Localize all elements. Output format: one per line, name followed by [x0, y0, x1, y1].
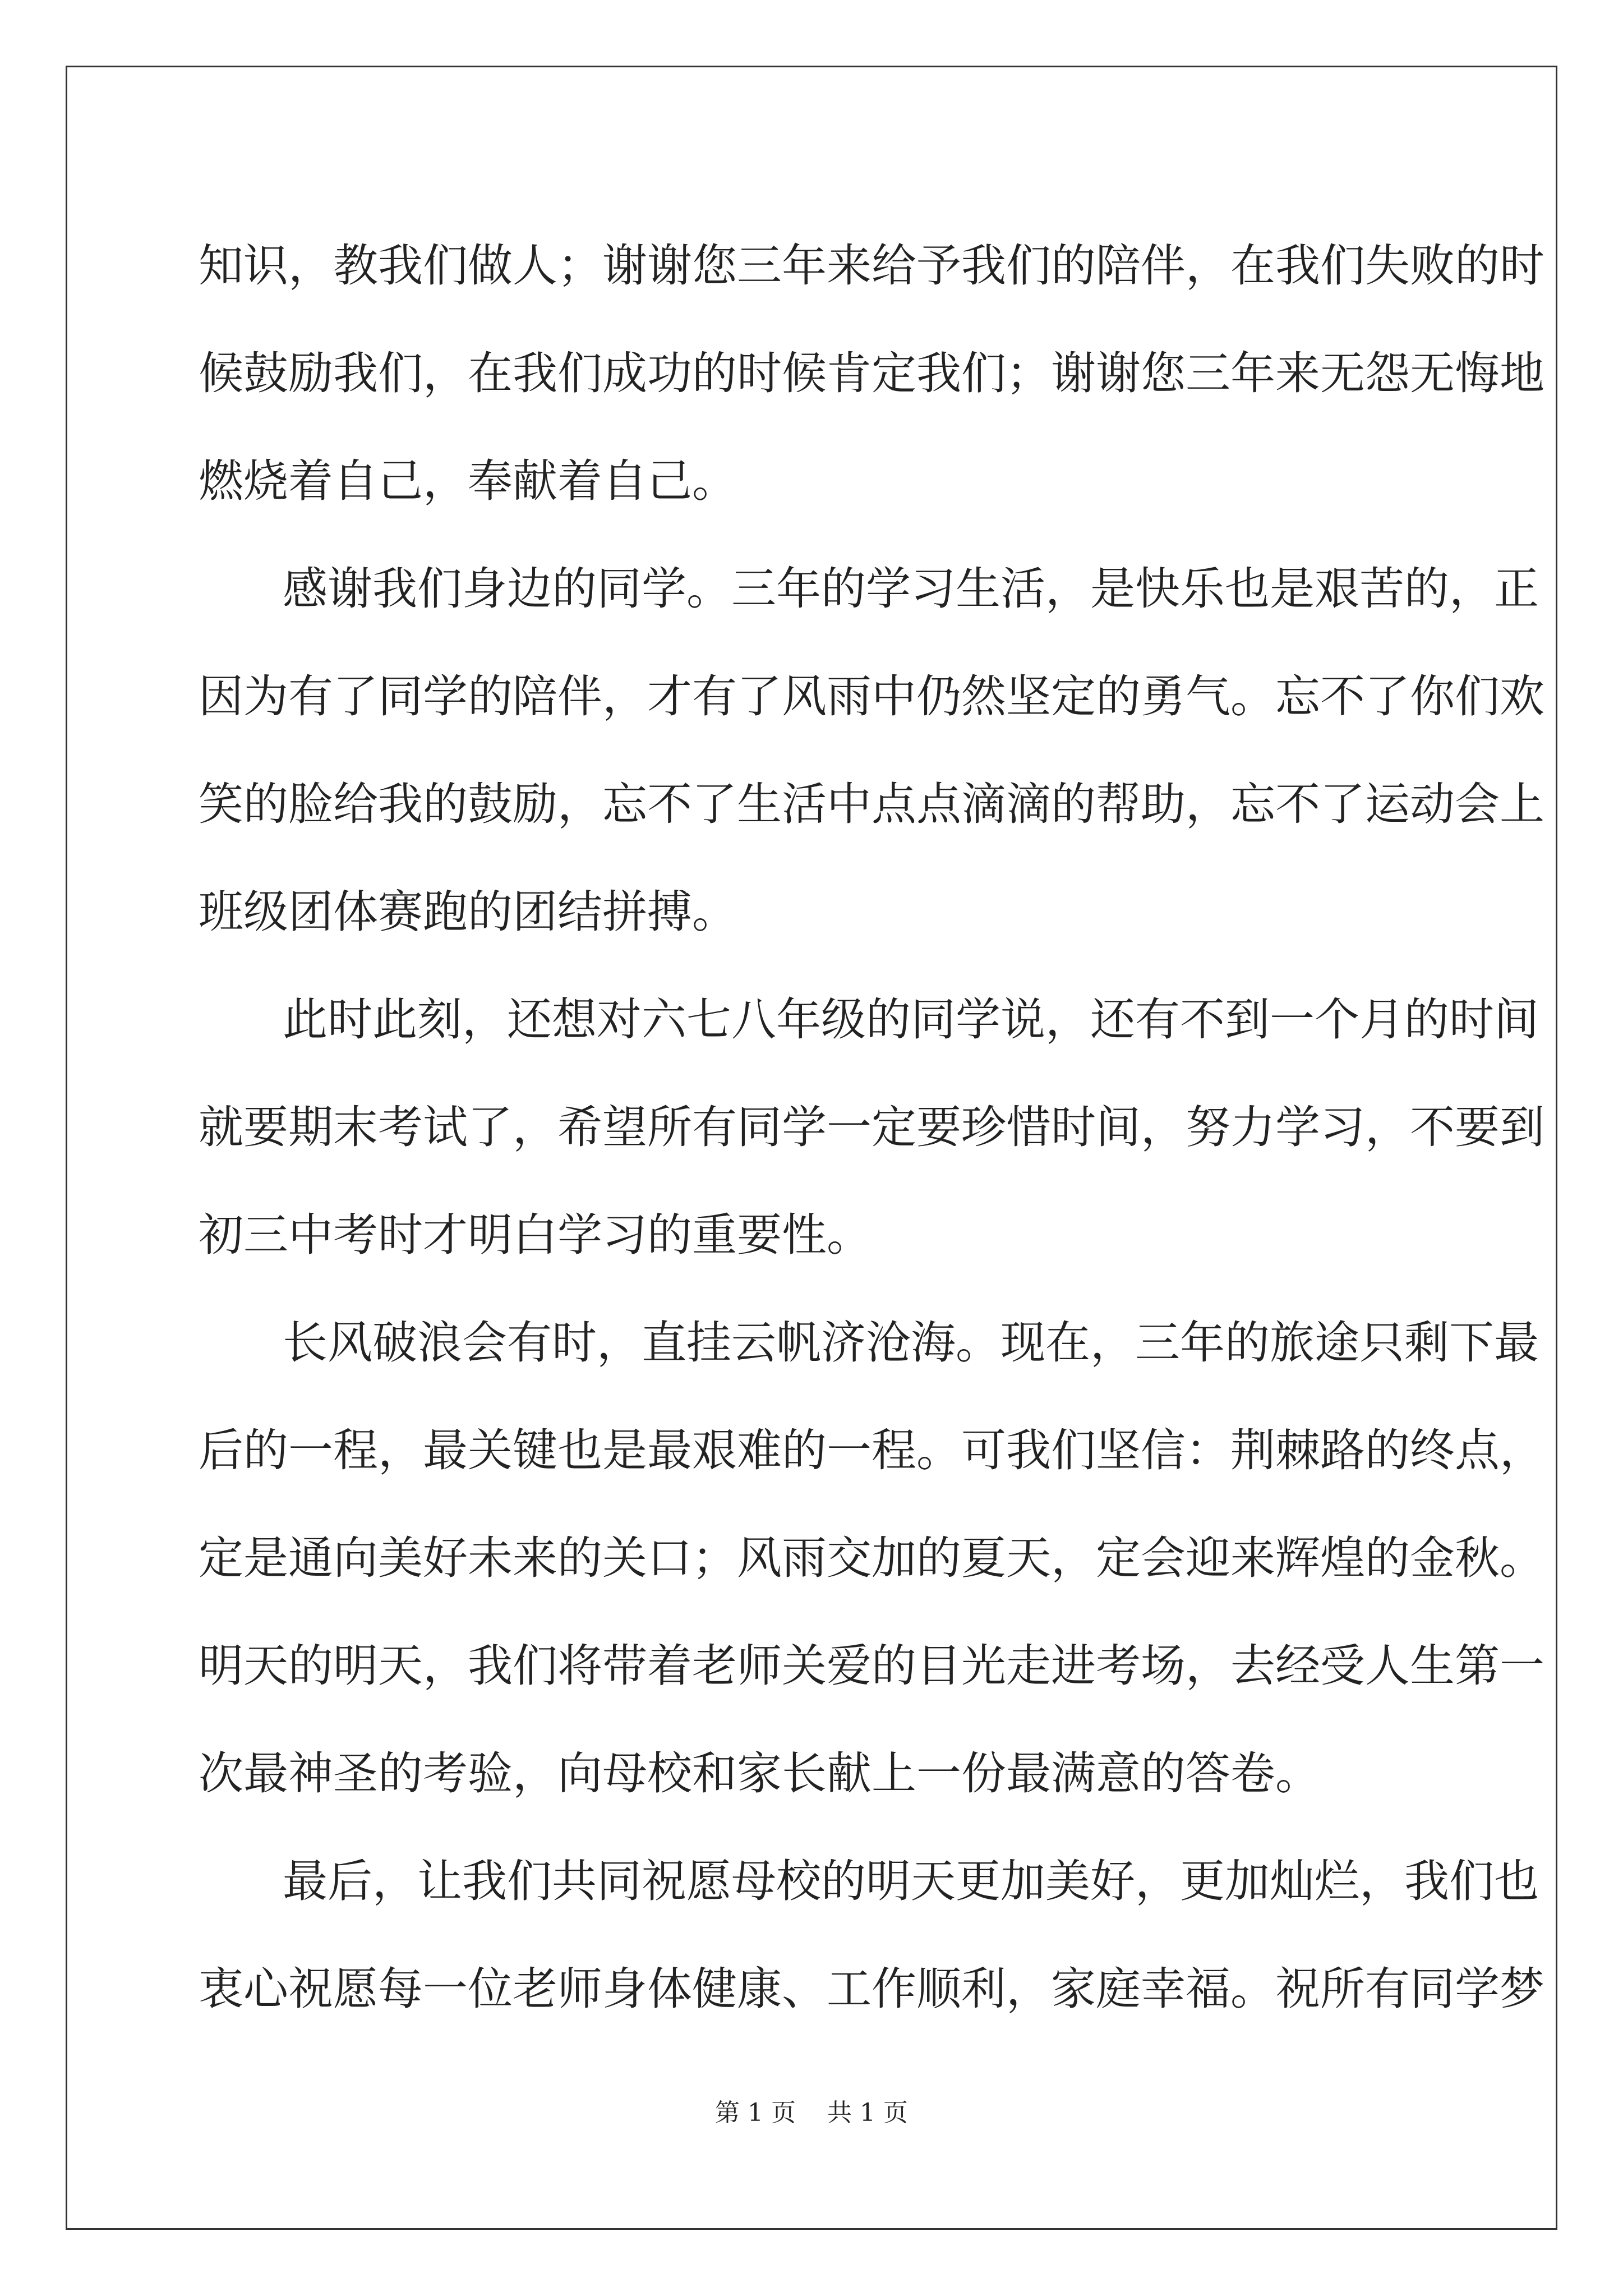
text-line: 笑的脸给我的鼓励，忘不了生活中点点滴滴的帮助，忘不了运动会上 — [199, 778, 1544, 830]
text-line: 明天的明天，我们将带着老师关爱的目光走进考场，去经受人生第一 — [199, 1640, 1544, 1692]
text-line: 后的一程，最关键也是最艰难的一程。可我们坚信：荆棘路的终点， — [199, 1424, 1544, 1476]
text-line: 就要期末考试了，希望所有同学一定要珍惜时间，努力学习，不要到 — [199, 1101, 1544, 1153]
text-line: 初三中考时才明白学习的重要性。 — [199, 1209, 872, 1261]
text-line: 知识，教我们做人；谢谢您三年来给予我们的陪伴，在我们失败的时 — [199, 240, 1544, 292]
text-line: 候鼓励我们，在我们成功的时候肯定我们；谢谢您三年来无怨无悔地 — [199, 347, 1544, 399]
document-body — [199, 212, 1544, 2043]
text-line: 最后，让我们共同祝愿母校的明天更加美好，更加灿烂，我们也 — [283, 1855, 1539, 1907]
text-line: 长风破浪会有时，直挂云帆济沧海。现在，三年的旅途只剩下最 — [283, 1317, 1539, 1369]
text-line: 定是通向美好未来的关口；风雨交加的夏天，定会迎来辉煌的金秋。 — [199, 1532, 1544, 1584]
text-line: 燃烧着自己，奉献着自己。 — [199, 455, 737, 507]
text-line: 此时此刻，还想对六七八年级的同学说，还有不到一个月的时间 — [283, 993, 1539, 1046]
text-line: 次最神圣的考验，向母校和家长献上一份最满意的答卷。 — [199, 1747, 1320, 1800]
text-line: 因为有了同学的陪伴，才有了风雨中仍然坚定的勇气。忘不了你们欢 — [199, 670, 1544, 723]
text-line: 班级团体赛跑的团结拼搏。 — [199, 886, 737, 938]
text-line: 感谢我们身边的同学。三年的学习生活，是快乐也是艰苦的，正 — [283, 563, 1539, 615]
text-line: 衷心祝愿每一位老师身体健康、工作顺利，家庭幸福。祝所有同学梦 — [199, 1963, 1544, 2015]
page-number-footer: 第 1 页 共 1 页 — [715, 2099, 908, 2127]
